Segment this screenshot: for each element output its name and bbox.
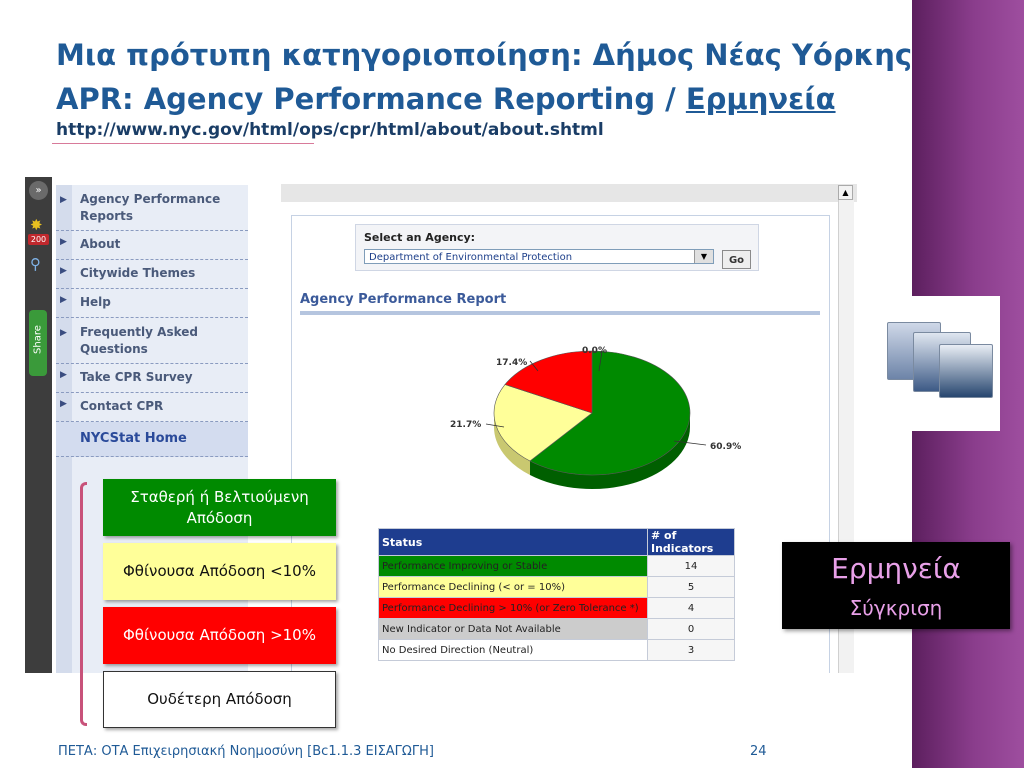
legend-declining-small-label: Φθίνουσα Απόδοση <10% — [123, 562, 316, 580]
pie-slice-label: 60.9% — [710, 442, 742, 452]
slide-title-line1: Μια πρότυπη κατηγοριοποίηση: Δήμος Νέας Υόρκης — [56, 38, 913, 72]
chevron-right-icon: ▶ — [60, 328, 67, 338]
legend-declining-small-box — [103, 543, 336, 600]
table-row — [379, 619, 735, 640]
count-cell: 3 — [648, 640, 735, 661]
agency-select-label: Select an Agency: — [364, 231, 476, 244]
chevron-right-icon: ▶ — [60, 266, 67, 276]
sidebar-item-take-cpr-survey[interactable] — [56, 364, 248, 393]
sidebar-item-contact-cpr[interactable] — [56, 393, 248, 422]
browser-windows-icon — [865, 296, 1000, 431]
search-icon[interactable]: ⚲ — [30, 255, 41, 273]
callout-title: Ερμηνεία — [831, 552, 961, 585]
status-cell: New Indicator or Data Not Available — [379, 619, 648, 640]
table-row — [379, 556, 735, 577]
page-number: 24 — [750, 744, 767, 759]
url-underline — [52, 143, 314, 144]
pie-slice-label: 21.7% — [450, 420, 482, 430]
slide-title-link[interactable]: Ερμηνεία — [685, 82, 836, 116]
slide-footer: ΠΕΤΑ: ΟΤΑ Επιχειρησιακή Νοημοσύνη [Bc1.1.3 ΕΙΣΑΓΩΓΗ] — [58, 744, 434, 759]
count-badge: 200 — [28, 234, 49, 245]
share-label: Share — [32, 325, 44, 354]
content-top-bar — [281, 184, 857, 202]
sidebar-item-help[interactable] — [56, 289, 248, 318]
table-row — [379, 577, 735, 598]
sidebar-item-nycstat-home[interactable] — [56, 422, 248, 457]
chevron-right-icon: ▶ — [60, 237, 67, 247]
agency-select[interactable]: Department of Environmental Protection — [364, 249, 714, 264]
legend-declining-large-label: Φθίνουσα Απόδοση >10% — [123, 626, 316, 644]
table-row — [379, 598, 735, 619]
chevron-right-icon: ▶ — [60, 195, 67, 205]
sidebar-item-label: NYCStat Home — [80, 431, 187, 446]
agency-selector-panel — [355, 224, 759, 271]
source-url-link[interactable]: http://www.nyc.gov/html/ops/cpr/html/about/about.shtml — [56, 120, 604, 140]
status-cell: No Desired Direction (Neutral) — [379, 640, 648, 661]
sidebar-item-label: Frequently Asked Questions — [80, 325, 198, 356]
star-icon[interactable]: ✸ — [30, 216, 43, 234]
legend-neutral-label: Ουδέτερη Απόδοση — [147, 690, 292, 708]
sidebar-item-label: Contact CPR — [80, 399, 164, 413]
count-cell: 0 — [648, 619, 735, 640]
sidebar-item-label: About — [80, 237, 121, 251]
sidebar-item-label: Take CPR Survey — [80, 370, 193, 384]
legend-bracket — [80, 482, 87, 726]
pie-chart — [442, 331, 742, 501]
count-cell: 5 — [648, 577, 735, 598]
interpretation-callout — [782, 542, 1010, 629]
status-cell: Performance Improving or Stable — [379, 556, 648, 577]
sidebar-item-label: Agency Performance Reports — [80, 192, 221, 223]
legend-improving-label: Σταθερή ή Βελτιούμενη Απόδοση — [130, 487, 309, 527]
browser-side-toolbar — [25, 177, 52, 673]
sidebar-item-agency-performance-reports[interactable] — [56, 185, 248, 231]
count-cell: 4 — [648, 598, 735, 619]
table-header-status: Status — [379, 529, 648, 556]
share-button[interactable] — [29, 310, 47, 376]
pie-slice-label: 17.4% — [496, 358, 528, 368]
legend-declining-large-box — [103, 607, 336, 664]
table-header-row — [379, 529, 735, 556]
report-title: Agency Performance Report — [300, 292, 507, 307]
go-button[interactable]: Go — [722, 250, 751, 269]
sidebar-item-citywide-themes[interactable] — [56, 260, 248, 289]
sidebar-item-label: Help — [80, 295, 111, 309]
status-cell: Performance Declining (< or = 10%) — [379, 577, 648, 598]
legend-improving-box — [103, 479, 336, 536]
status-table — [378, 528, 735, 661]
report-title-rule — [300, 311, 820, 315]
chevron-right-icon: ▶ — [60, 295, 67, 305]
table-header-count: # of Indicators — [648, 529, 735, 556]
callout-subtitle: Σύγκριση — [849, 596, 943, 620]
legend-neutral-box — [103, 671, 336, 728]
chevron-right-icon: ▶ — [60, 370, 67, 380]
pie-slice-label: 0.0% — [582, 346, 607, 356]
expand-icon[interactable]: » — [29, 181, 48, 200]
chevron-right-icon: ▶ — [60, 399, 67, 409]
sidebar-item-about[interactable] — [56, 231, 248, 260]
slide-title-text: APR: Agency Performance Reporting / — [56, 82, 686, 116]
table-row — [379, 640, 735, 661]
slide-title-line2 — [56, 82, 836, 116]
chevron-down-icon[interactable]: ▼ — [694, 250, 713, 263]
status-cell: Performance Declining > 10% (or Zero Tolerance *) — [379, 598, 648, 619]
scroll-up-icon[interactable]: ▲ — [838, 185, 853, 200]
report-content — [291, 215, 830, 673]
count-cell: 14 — [648, 556, 735, 577]
sidebar-item-label: Citywide Themes — [80, 266, 196, 280]
sidebar-item-faq[interactable] — [56, 318, 248, 364]
